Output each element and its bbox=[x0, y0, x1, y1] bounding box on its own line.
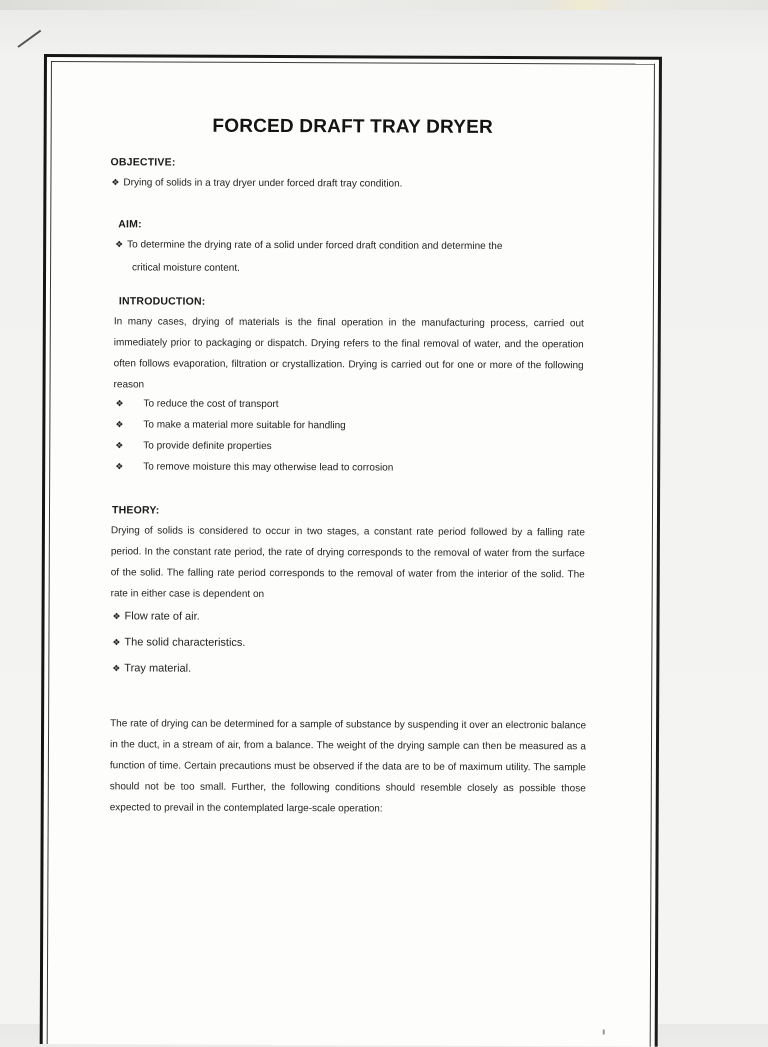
aim-bullet-text-line1: To determine the drying rate of a solid under forced draft condition and determine the bbox=[127, 239, 503, 253]
document-title: FORCED DRAFT TRAY DRYER bbox=[212, 115, 493, 138]
introduction-bullet-text: To make a material more suitable for handling bbox=[143, 419, 346, 432]
theory-paragraph: Drying of solids is considered to occur in two stages, a constant rate period followed by a falling rate period. In the constant rate period, the rate of drying corresponds to the removal of water from the surface of the solid. The falling rate period corresponds to the removal of water from the interior of the solid. The rate in either case is dependent on bbox=[110, 525, 585, 600]
bullet-icon: ❖ bbox=[115, 461, 124, 472]
aim-heading: AIM: bbox=[118, 218, 142, 231]
objective-bullet bbox=[111, 177, 402, 189]
bullet-icon: ❖ bbox=[112, 637, 121, 648]
theory-bullet bbox=[113, 610, 200, 622]
introduction-bullet-text: To reduce the cost of transport bbox=[143, 398, 279, 411]
theory-bullet-text: Tray material. bbox=[124, 662, 192, 675]
pen-mark bbox=[17, 30, 41, 48]
aim-bullet-text-line2: critical moisture content. bbox=[132, 262, 240, 274]
bullet-icon: ❖ bbox=[111, 177, 120, 188]
theory-bullet bbox=[112, 636, 245, 649]
bullet-icon: ❖ bbox=[112, 663, 121, 674]
introduction-bullet bbox=[115, 419, 345, 431]
document-page bbox=[40, 54, 662, 1047]
introduction-bullet bbox=[115, 440, 271, 452]
theory-bullet bbox=[112, 662, 191, 674]
introduction-bullet-text: To provide definite properties bbox=[143, 440, 272, 452]
bullet-icon: ❖ bbox=[115, 398, 124, 409]
introduction-paragraph: In many cases, drying of materials is the final operation in the manufacturing process, carried out immediately prior to packaging or dispatch. Drying refers to the final removal of water, and the operation often follows evaporation, filtration or crystallization. Drying is carried out for one or more of the following reason bbox=[113, 316, 584, 391]
aim-bullet bbox=[115, 239, 502, 252]
introduction-bullet bbox=[115, 398, 278, 410]
scan-speck bbox=[603, 1029, 605, 1034]
theory-bullet-text: Flow rate of air. bbox=[124, 610, 200, 623]
theory-bullet-text: The solid characteristics. bbox=[124, 636, 246, 649]
scan-top-edge bbox=[0, 0, 768, 10]
objective-bullet-text: Drying of solids in a tray dryer under forced draft tray condition. bbox=[123, 177, 403, 190]
bullet-icon: ❖ bbox=[115, 440, 124, 451]
bullet-icon: ❖ bbox=[112, 611, 121, 622]
theory-paragraph-2: The rate of drying can be determined for a sample of substance by suspending it over an electronic balance in the duct, in a stream of air, from a balance. The weight of the drying sample can then be measured as a function of time. Certain precautions must be observed if the data are to be of maximum utility. The sample should not be too small. Further, the following conditions should resemble closely as possible those expected to prevail in the contemplated large-scale operation: bbox=[109, 718, 587, 815]
introduction-bullet-text: To remove moisture this may otherwise lead to corrosion bbox=[143, 461, 394, 474]
introduction-heading: INTRODUCTION: bbox=[118, 295, 206, 308]
bullet-icon: ❖ bbox=[115, 239, 124, 250]
objective-heading: OBJECTIVE: bbox=[110, 156, 176, 169]
theory-heading: THEORY: bbox=[111, 504, 160, 517]
bullet-icon: ❖ bbox=[115, 419, 124, 430]
introduction-bullet bbox=[115, 461, 393, 473]
